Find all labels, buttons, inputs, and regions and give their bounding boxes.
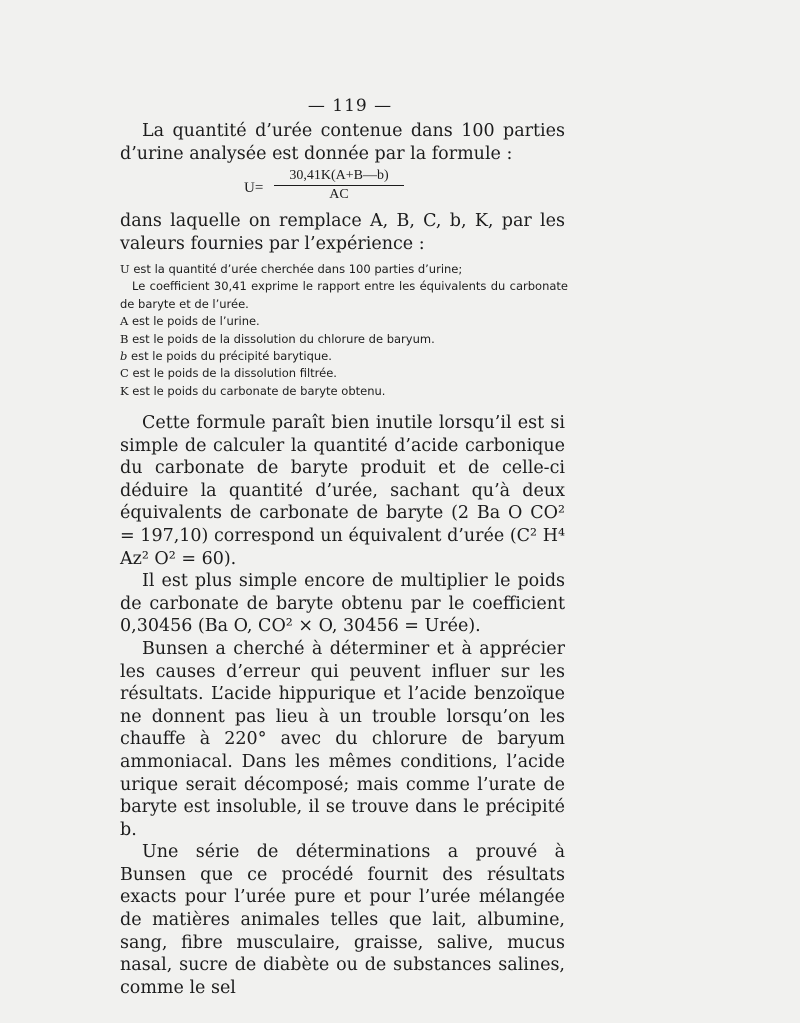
definition-item: K est le poids du carbonate de baryte obtenu. <box>120 383 386 398</box>
paragraph-bunsen-errors: Bunsen a cherché à déterminer et à apprécier les causes d’erreur qui peuvent influer sur les résultats. L’acide hippurique et l’acide benzoïque ne donnent pas lieu à un trouble lorsqu’on les chauffe à 220° avec du chlorure de baryum ammoniacal. Dans les mêmes conditions, l’acide urique serait décomposé; mais comme l’urate de baryte est insoluble, il se trouve dans le précipité b. <box>120 638 565 840</box>
main-text <box>120 412 565 999</box>
paragraph-bunsen-results: Une série de déterminations a prouvé à Bunsen que ce procédé fournit des résultats exacts pour l’urée pure et pour l’urée mélangée de matières animales telles que lait, albumine, sang, fibre musculaire, graisse, salive, mucus nasal, sucre de diabète ou de substances salines, comme le sel <box>120 842 565 998</box>
replacement-block <box>120 210 565 255</box>
formula-numerator: 30,41K(A+B—b) <box>289 168 389 183</box>
formula-denominator: AC <box>329 187 349 202</box>
definition-item: A est le poids de l’urine. <box>120 314 260 329</box>
intro-paragraph: La quantité d’urée contenue dans 100 parties d’urine analysée est donnée par la formule : <box>120 121 565 164</box>
definition-item: C est le poids de la dissolution filtrée. <box>120 366 337 381</box>
urea-formula <box>244 168 444 206</box>
definition-item: B est le poids de la dissolution du chlorure de baryum. <box>120 331 435 346</box>
paragraph-coefficient: Il est plus simple encore de multiplier le poids de carbonate de baryte obtenu par le coefficient 0,30456 (Ba O, CO² × O, 30456 = Urée). <box>120 571 565 637</box>
definition-item: Le coefficient 30,41 exprime le rapport entre les équivalents du carbonate de baryte et de l’urée. <box>120 279 568 311</box>
definition-item: U est la quantité d’urée cherchée dans 100 parties d’urine; <box>120 262 463 276</box>
paragraph-formula-comment: Cette formule paraît bien inutile lorsqu’il est si simple de calculer la quantité d’acide carbonique du carbonate de baryte produit et de celle-ci déduire la quantité d’urée, sachant qu’à deux équivalents de carbonate de baryte (2 Ba O CO² = 197,10) correspond un équivalent d’urée (C² H⁴ Az² O² = 60). <box>120 413 565 569</box>
intro-block <box>120 120 565 165</box>
definition-item: b est le poids du précipité barytique. <box>120 349 332 364</box>
page-number: — 119 — <box>307 96 393 116</box>
formula-lhs: U= <box>244 180 264 196</box>
formula-fraction <box>274 168 404 203</box>
definitions-list <box>120 261 568 400</box>
replacement-paragraph: dans laquelle on remplace A, B, C, b, K, par les valeurs fournies par l’expérience : <box>120 211 565 254</box>
fraction-bar <box>274 185 404 186</box>
